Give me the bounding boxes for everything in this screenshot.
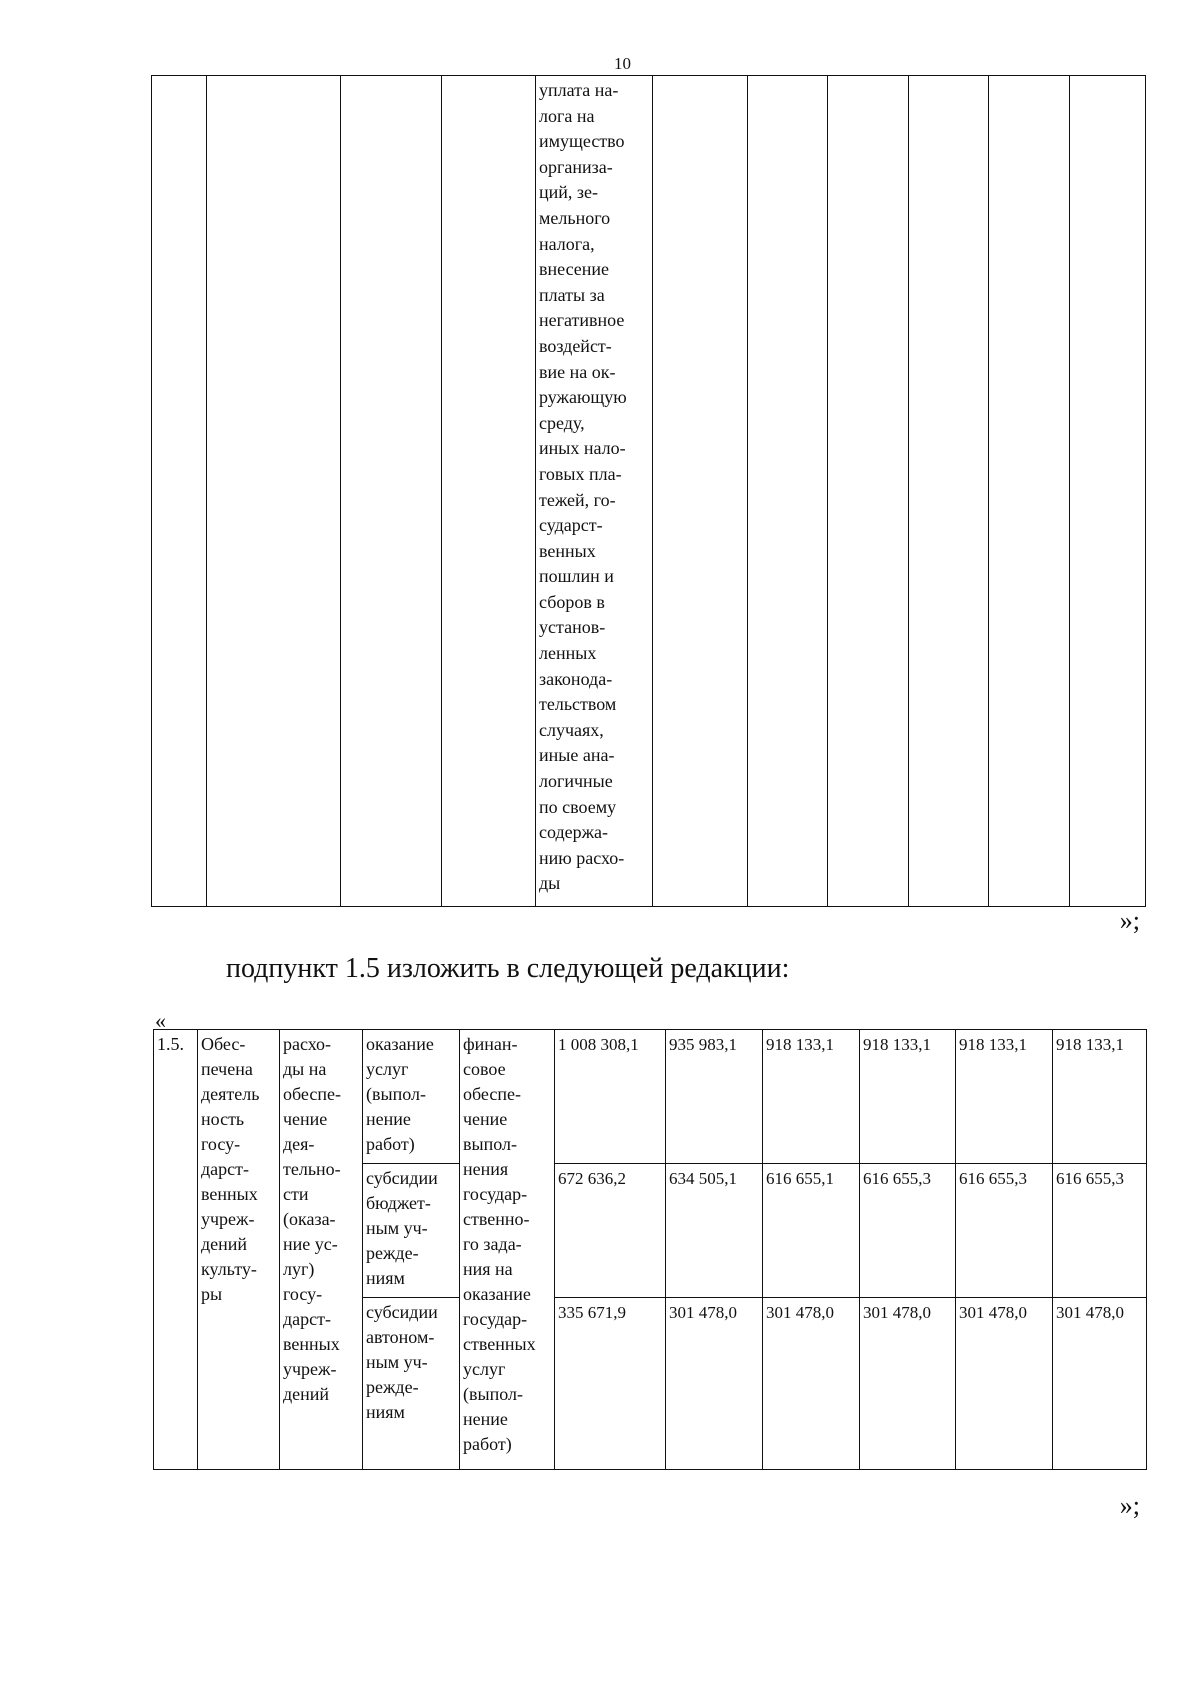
- value-cell: 634 505,1: [666, 1164, 763, 1298]
- value-cell: 672 636,2: [555, 1164, 666, 1298]
- table-cell: [207, 76, 341, 907]
- value-cell: 935 983,1: [666, 1030, 763, 1164]
- value-cell: 301 478,0: [860, 1298, 956, 1470]
- value-cell: 301 478,0: [666, 1298, 763, 1470]
- table-cell: [828, 76, 909, 907]
- page-number: 10: [614, 54, 631, 73]
- table-row: [154, 1030, 1147, 1164]
- continuation-table: [151, 75, 1146, 907]
- expense-description-cell: уплата на- лога на имущество организа- ций, зе- мельного налога, внесение платы за негативное воздейст- вие на ок- ружающую среду, иных нало- говых пла- тежей, го- сударст- венных пошлин и сборов в установ- ленных законода- тельством случаях, иные ана- логичные по своему содержа- нию расхо- ды: [536, 76, 653, 907]
- table-row: [152, 76, 1146, 907]
- table-cell: [442, 76, 536, 907]
- expense-cell: расхо- ды на обеспе- чение дея- тельно- сти (оказа- ние ус- луг) госу- дарст- венных учреж- дений: [280, 1030, 363, 1470]
- value-cell: 918 133,1: [1053, 1030, 1147, 1164]
- value-cell: 918 133,1: [956, 1030, 1053, 1164]
- opening-quote: «: [155, 1008, 166, 1033]
- direction-cell: финан- совое обеспе- чение выпол- нения государ- ственно- го зада- ния на оказание государ- ственных услуг (выпол- нение работ): [460, 1030, 555, 1470]
- value-cell: 335 671,9: [555, 1298, 666, 1470]
- table-cell: [989, 76, 1070, 907]
- value-cell: 301 478,0: [763, 1298, 860, 1470]
- type-cell: субсидии бюджет- ным уч- режде- ниям: [363, 1164, 460, 1298]
- value-cell: 918 133,1: [763, 1030, 860, 1164]
- value-cell: 301 478,0: [1053, 1298, 1147, 1470]
- table-cell: [653, 76, 748, 907]
- closing-quote: »;: [1119, 1491, 1140, 1520]
- goal-cell: Обес- печена деятель ность госу- дарст- венных учреж- дений культу- ры: [198, 1030, 280, 1470]
- type-cell: субсидии автоном- ным уч- режде- ниям: [363, 1298, 460, 1470]
- value-cell: 616 655,3: [860, 1164, 956, 1298]
- item-number-cell: 1.5.: [154, 1030, 198, 1470]
- value-cell: 1 008 308,1: [555, 1030, 666, 1164]
- table-cell: [748, 76, 828, 907]
- subclause-table: [153, 1029, 1147, 1470]
- closing-quote: »;: [1119, 906, 1140, 935]
- table-cell: [1070, 76, 1146, 907]
- subclause-heading: подпункт 1.5 изложить в следующей редакции:: [226, 953, 790, 984]
- value-cell: 616 655,1: [763, 1164, 860, 1298]
- value-cell: 616 655,3: [956, 1164, 1053, 1298]
- table-cell: [341, 76, 442, 907]
- table-cell: [909, 76, 989, 907]
- type-cell: оказание услуг (выпол- нение работ): [363, 1030, 460, 1164]
- value-cell: 301 478,0: [956, 1298, 1053, 1470]
- value-cell: 616 655,3: [1053, 1164, 1147, 1298]
- value-cell: 918 133,1: [860, 1030, 956, 1164]
- table-cell: [152, 76, 207, 907]
